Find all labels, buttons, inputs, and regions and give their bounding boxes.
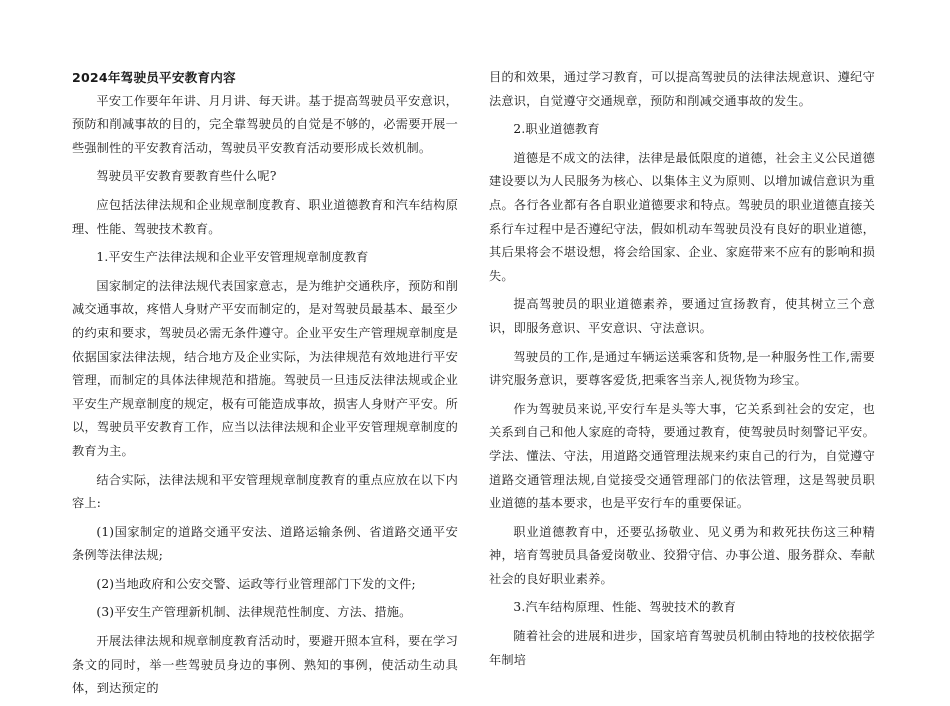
activity-paragraph: 开展法律法规和规章制度教育活动时，要避开照本宣科，要在学习条文的同时，举一些驾驶员身边的事例、熟知的事例，使活动生动具体，到达预定的 bbox=[72, 634, 458, 696]
spirit-paragraph: 职业道德教育中，还要弘扬敬业、见义勇为和救死扶伤这三种精神，培育驾驶员具备爱岗敬业、狡猾守信、办事公道、服务群众、奉献社会的良好职业素养。 bbox=[489, 524, 875, 586]
safety-paragraph: 作为驾驶员来说,平安行车是头等大事，它关系到社会的安定，也关系到自己和他人家庭的奇特，要通过教育，使驾驶员时刻警记平安。学法、懂法、守法，用道路交通管理法规来约束自己的行为，自觉遵守道路交通管理法规,自觉接受交通管理部门的依法管理，这是驾驶员职业道德的基本要求，也是平安行车的重要保证。 bbox=[489, 401, 875, 511]
training-paragraph: 随着社会的进展和进步，国家培育驾驶员机制由特地的技校依据学年制培 bbox=[489, 629, 875, 667]
list-item-2: (2)当地政府和公安交警、运政等行业管理部门下发的文件; bbox=[96, 576, 416, 591]
continuation-paragraph: 目的和效果，通过学习教育，可以提高驾驶员的法律法规意识、遵纪守法意识，自觉遵守交通规章，预防和削减交通事故的发生。 bbox=[489, 70, 875, 108]
intro-paragraph: 平安工作要年年讲、月月讲、每天讲。基于提高驾驶员平安意识，预防和削减事故的目的，完全靠驾驶员的自觉是不够的，必需要开展一些强制性的平安教育活动，驾驶员平安教育活动要形成长效机制。 bbox=[72, 93, 458, 155]
awareness-paragraph: 提高驾驶员的职业道德素养，要通过宣扬教育，使其树立三个意识，即服务意识、平安意识、守法意识。 bbox=[489, 297, 875, 335]
ethics-paragraph: 道德是不成文的法律，法律是最低限度的道德，社会主义公民道德建设要以为人民服务为核心、以集体主义为原则、以增加诚信意识为重点。各行各业都有各自职业道德要求和特点。驾驶员的职业道德直接关系行车过程中是否遵纪守法，假如机动车驾驶员没有良好的职业道德，其后果将会不堪设想，将会给国家、企业、家庭带来不应有的影响和损失。 bbox=[489, 150, 875, 283]
question-paragraph: 驾驶员平安教育要教育些什么呢? bbox=[96, 169, 277, 184]
document-title: 2024年驾驶员平安教育内容 bbox=[72, 70, 236, 85]
section-heading-1: 1.平安生产法律法规和企业平安管理规章制度教育 bbox=[96, 250, 369, 265]
focus-paragraph: 结合实际，法律法规和平安管理规章制度教育的重点应放在以下内容上: bbox=[72, 472, 458, 511]
right-column bbox=[489, 66, 875, 677]
list-item-1: (1)国家制定的道路交通平安法、道路运输条例、省道路交通平安条例等法律法规; bbox=[72, 524, 458, 563]
service-paragraph: 驾驶员的工作,是通过车辆运送乘客和货物,是一种服务性工作,需要讲究服务意识，要尊客爱货,把乘客当亲人,视货物为珍宝。 bbox=[489, 349, 875, 388]
left-column bbox=[72, 66, 458, 706]
section-heading-3: 3.汽车结构原理、性能、驾驶技术的教育 bbox=[513, 600, 737, 615]
law-paragraph: 国家制定的法律法规代表国家意志，是为维护交通秩序，预防和削减交通事故，疼惜人身财产平安而制定的，是对驾驶员最基本、最至少的约束和要求，驾驶员必需无条件遵守。企业平安生产管理规章制度是依据国家法律法规，结合地方及企业实际，为法律规范有效地进行平安管理，而制定的具体法律规范和措施。驾驶员一旦违反法律法规或企业平安生产规章制度的规定，极有可能造成事故，损害人身财产平安。所以，驾驶员平安教育工作，应当以法律法规和企业平安管理规章制度的教育为主。 bbox=[72, 278, 458, 458]
section-heading-2: 2.职业道德教育 bbox=[513, 122, 600, 137]
list-item-3: (3)平安生产管理新机制、法律规范性制度、方法、措施。 bbox=[96, 605, 412, 620]
scope-paragraph: 应包括法律法规和企业规章制度教育、职业道德教育和汽车结构原理、性能、驾驶技术教育。 bbox=[72, 197, 458, 236]
